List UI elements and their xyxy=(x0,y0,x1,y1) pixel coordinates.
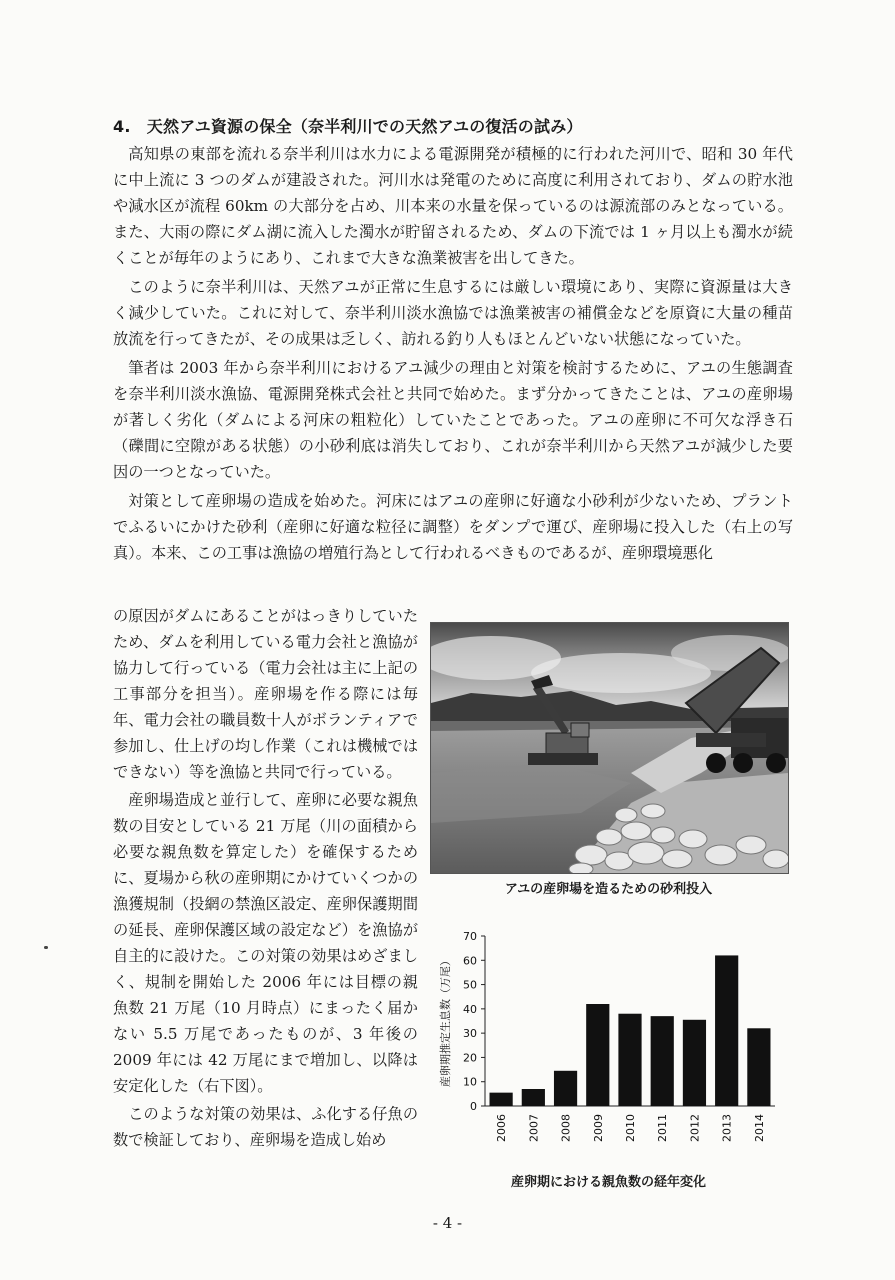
y-axis-label: 産卵期推定生息数（万尾） xyxy=(439,955,452,1087)
gravel-dumping-photo xyxy=(430,622,789,874)
body-text-left-column xyxy=(113,603,418,1153)
y-tick-label: 70 xyxy=(463,930,477,943)
paragraph-continuation: の原因がダムにあることがはっきりしていたため、ダムを利用している電力会社と漁協が協力して行っている（電力会社は主に上記の工事部分を担当）。産卵場を作る際には毎年、電力会社の職員数十人がボランティアで参加し、仕上げの均し作業（これは機械ではできない）等を漁協と共同で行っている。 xyxy=(113,607,418,781)
x-tick-label: 2009 xyxy=(591,1114,605,1142)
x-tick-label: 2013 xyxy=(720,1114,734,1142)
spawner-count-bar-chart xyxy=(433,922,783,1162)
bar xyxy=(586,1004,609,1106)
y-tick-label: 10 xyxy=(463,1075,477,1089)
x-tick-label: 2010 xyxy=(624,1114,637,1142)
section-heading: 4. 天然アユ資源の保全（奈半利川での天然アユの復活の試み） xyxy=(113,117,583,136)
y-tick-label: 60 xyxy=(463,954,477,968)
photo-illustration xyxy=(431,623,788,873)
bar xyxy=(554,1071,577,1106)
x-tick-label: 2007 xyxy=(527,1114,541,1142)
x-tick-label: 2012 xyxy=(688,1114,702,1142)
paragraph: 筆者は 2003 年から奈半利川におけるアユ減少の理由と対策を検討するために、アユの生態調査を奈半利川淡水漁協、電源開発株式会社と共同で始めた。まず分かってきたことは、アユの産卵場が著しく劣化（ダムによる河床の粗粒化）していたことであった。アユの産卵に不可欠な浮き石（礫間に空隙がある状態）の小砂利底は消失しており、これが奈半利川から天然アユが減少した要因の一つとなっていた。 xyxy=(113,359,793,481)
paragraph: 高知県の東部を流れる奈半利川は水力による電源開発が積極的に行われた河川で、昭和 30 年代に中上流に 3 つのダムが建設された。河川水は発電のために高度に利用されており、ダムの貯水池や減水区が流程 60km の大部分を占め、川本来の水量を保っているのは源流部のみとなっている。また、大雨の際にダム湖に流入した濁水が貯留されるため、ダムの下流では 1 ヶ月以上も濁水が続くことが毎年のようにあり、これまで大きな漁業被害を出してきた。 xyxy=(113,145,793,267)
y-tick-label: 30 xyxy=(463,1027,477,1041)
y-tick-label: 20 xyxy=(463,1051,477,1065)
body-text-full-width xyxy=(113,141,793,566)
paragraph: 産卵場造成と並行して、産卵に必要な親魚数の目安としている 21 万尾（川の面積から必要な親魚数を算定した）を確保するために、夏場から秋の産卵期にかけていくつかの漁獲規制（投網の禁漁区設定、産卵保護期間の延長、産卵保護区域の設定など）を漁協が自主的に設けた。この対策の効果はめざましく、規制を開始した 2006 年には目標の親魚数 21 万尾（10 月時点）にまったく届かない 5.5 万尾であったものが、3 年後の 2009 年には 42 万尾にまで増加し、以降は安定化した（右下図）。 xyxy=(113,791,418,1095)
x-tick-label: 2008 xyxy=(559,1114,573,1142)
bar xyxy=(651,1016,674,1106)
scan-speck xyxy=(44,946,48,949)
x-tick-label: 2014 xyxy=(752,1114,766,1142)
paragraph: このような対策の効果は、ふ化する仔魚の数で検証しており、産卵場を造成し始め xyxy=(113,1105,418,1149)
chart-caption: 産卵期における親魚数の経年変化 xyxy=(510,1175,706,1190)
bar xyxy=(490,1093,513,1106)
paragraph: 対策として産卵場の造成を始めた。河床にはアユの産卵に好適な小砂利が少ないため、プラントでふるいにかけた砂利（産卵に好適な粒径に調整）をダンプで運び、産卵場に投入した（右上の写真）。本来、この工事は漁協の増殖行為として行われるべきものであるが、産卵環境悪化 xyxy=(113,492,793,562)
y-tick-label: 0 xyxy=(470,1100,477,1113)
bar xyxy=(618,1014,641,1106)
x-tick-label: 2006 xyxy=(495,1114,509,1142)
y-tick-label: 50 xyxy=(463,978,477,992)
x-tick-label: 2011 xyxy=(656,1114,670,1142)
bar xyxy=(747,1028,770,1106)
page-number: - 4 - xyxy=(432,1214,463,1232)
paragraph: このように奈半利川は、天然アユが正常に生息するには厳しい環境にあり、実際に資源量は大きく減少していた。これに対して、奈半利川淡水漁協では漁業被害の補償金などを原資に大量の種苗放流を行ってきたが、その成果は乏しく、訪れる釣り人もほとんどいない状態になっていた。 xyxy=(113,278,793,348)
bar xyxy=(683,1020,706,1106)
y-tick-label: 40 xyxy=(463,1002,477,1016)
bar xyxy=(715,955,738,1106)
bar xyxy=(522,1089,545,1106)
photo-caption: アユの産卵場を造るための砂利投入 xyxy=(504,882,713,897)
